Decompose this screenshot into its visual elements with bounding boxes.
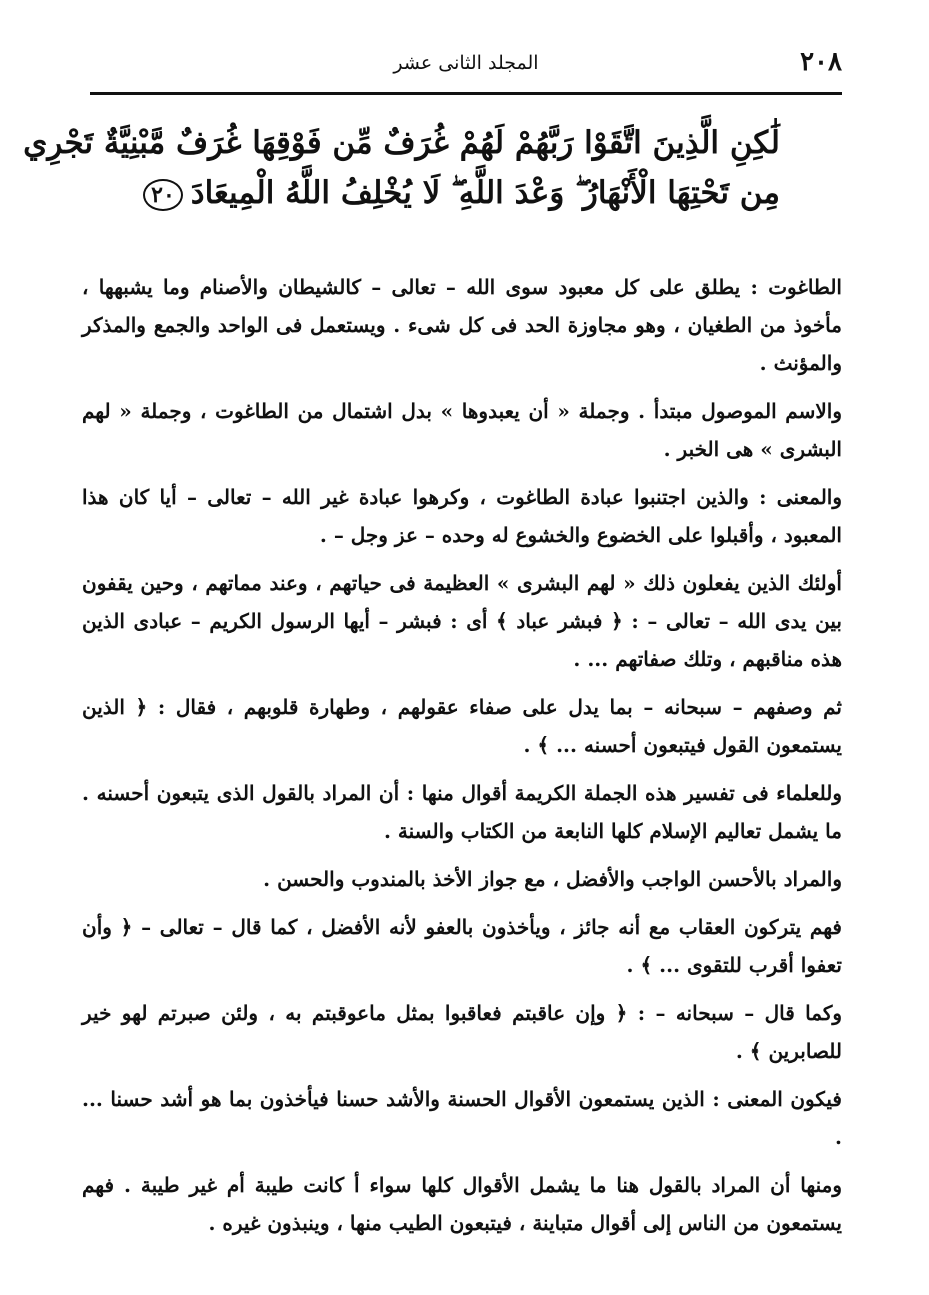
page-header xyxy=(90,44,842,88)
paragraph: ومنها أن المراد بالقول هنا ما يشمل الأقوال كلها سواء أ كانت طيبة أم غير طيبة . فهم يستمعون من الناس إلى أقوال متباينة ، فيتبعون الطيب منها ، وينبذون غيره . xyxy=(82,1173,842,1235)
verse-line-1: لَٰكِنِ الَّذِينَ اتَّقَوْا رَبَّهُمْ لَهُمْ غُرَفٌ مِّن فَوْقِهَا غُرَفٌ مَّبْنِيَّةٌ تَجْرِي xyxy=(23,125,780,161)
paragraph: وكما قال – سبحانه – : ﴿ وإن عاقبتم فعاقبوا بمثل ماعوقبتم به ، ولئن صبرتم لهو خير للصابرين ﴾ . xyxy=(82,1001,842,1063)
commentary-text xyxy=(82,268,842,1252)
paragraph: والاسم الموصول مبتدأ . وجملة « أن يعبدوها » بدل اشتمال من الطاغوت ، وجملة « لهم البشرى » هى الخبر . xyxy=(82,399,842,461)
paragraph: ثم وصفهم – سبحانه – بما يدل على صفاء عقولهم ، وطهارة قلوبهم ، فقال : ﴿ الذين يستمعون القول فيتبعون أحسنه ... ﴾ . xyxy=(82,695,842,757)
paragraph: والمراد بالأحسن الواجب والأفضل ، مع جواز الأخذ بالمندوب والحسن . xyxy=(263,867,842,891)
verse-line-2-text: مِن تَحْتِهَا الْأَنْهَارُ ۖ وَعْدَ اللَّهِ ۖ لَا يُخْلِفُ اللَّهُ الْمِيعَادَ xyxy=(190,175,780,211)
page-number: ٢٠٨ xyxy=(800,47,842,77)
paragraph: وللعلماء فى تفسير هذه الجملة الكريمة أقوال منها : أن المراد بالقول الذى يتبعون أحسنه . ما يشمل تعاليم الإسلام كلها النابعة من الكتاب والسنة . xyxy=(82,781,842,843)
paragraph: فيكون المعنى : الذين يستمعون الأقوال الحسنة والأشد حسنا فيأخذون بما هو أشد حسنا ... . xyxy=(82,1087,842,1149)
verse-number-marker: ٢٠ xyxy=(143,179,183,211)
running-title: المجلد الثانى عشر xyxy=(393,52,539,74)
header-rule xyxy=(90,92,842,95)
paragraph: الطاغوت : يطلق على كل معبود سوى الله – تعالى – كالشيطان والأصنام وما يشبهها ، مأخوذ من الطغيان ، وهو مجاوزة الحد فى كل شىء . ويستعمل فى الواحد والجمع والمذكر والمؤنث . xyxy=(82,275,842,375)
paragraph: والمعنى : والذين اجتنبوا عبادة الطاغوت ، وكرهوا عبادة غير الله – تعالى – أيا كان هذا المعبود ، وأقبلوا على الخضوع والخشوع له وحده – عز وجل – . xyxy=(82,485,842,547)
quran-verse xyxy=(23,118,780,218)
paragraph: فهم يتركون العقاب مع أنه جائز ، ويأخذون بالعفو لأنه الأفضل ، كما قال – تعالى – ﴿ وأن تعفوا أقرب للتقوى ... ﴾ . xyxy=(82,915,842,977)
paragraph: أولئك الذين يفعلون ذلك « لهم البشرى » العظيمة فى حياتهم ، وعند مماتهم ، وحين يقفون بين يدى الله – تعالى – : ﴿ فبشر عباد ﴾ أى : فبشر – أيها الرسول الكريم – عبادى الذين هذه مناقبهم ، وتلك صفاتهم ... . xyxy=(82,571,842,671)
verse-line-2 xyxy=(150,168,780,218)
